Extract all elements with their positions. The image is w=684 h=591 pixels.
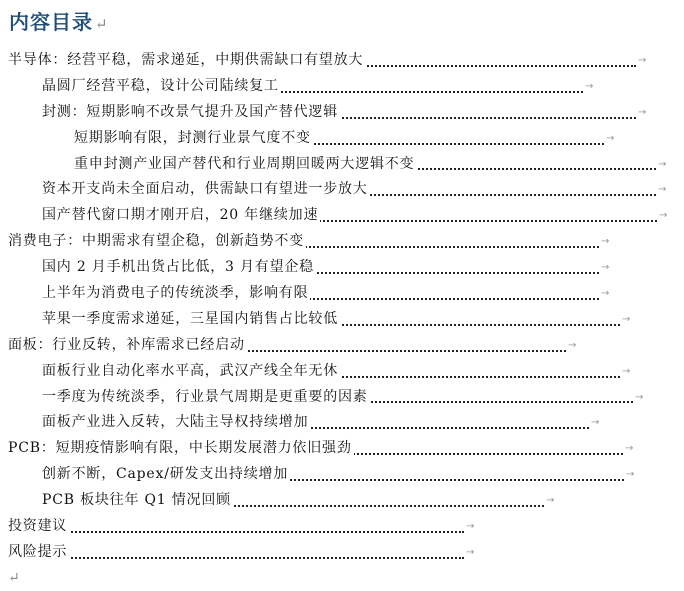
toc-entry-text[interactable]: 半导体：经营平稳，需求递延，中期供需缺口有望放大 xyxy=(8,48,365,74)
toc-entry-text[interactable]: 创新不断，Capex/研发支出持续增加 xyxy=(42,462,290,488)
tab-arrow-icon: → xyxy=(601,262,610,274)
tab-arrow-icon: → xyxy=(546,495,555,507)
toc-entry[interactable] xyxy=(0,126,684,152)
toc-entry[interactable] xyxy=(0,100,684,126)
toc-entry[interactable] xyxy=(0,385,684,411)
dot-leader xyxy=(8,557,464,559)
tab-arrow-icon: → xyxy=(635,391,644,403)
toc-entry-text[interactable]: 一季度为传统淡季，行业景气周期是更重要的因素 xyxy=(42,385,370,411)
toc-entry[interactable] xyxy=(0,462,684,488)
toc-entry-text[interactable]: PCB 板块往年 Q1 情况回顾 xyxy=(42,488,233,514)
toc-entry[interactable] xyxy=(0,359,684,385)
toc-entry[interactable] xyxy=(0,255,684,281)
tab-arrow-icon: → xyxy=(625,443,634,455)
toc-entry-text[interactable]: 消费电子：中期需求有望企稳，创新趋势不变 xyxy=(8,229,306,255)
toc-entry[interactable] xyxy=(0,229,684,255)
toc-entry-text[interactable]: 国内 2 月手机出货占比低，3 月有望企稳 xyxy=(42,255,316,281)
tab-arrow-icon: → xyxy=(622,313,631,325)
tab-arrow-icon: → xyxy=(638,55,647,66)
toc-entry[interactable] xyxy=(0,307,684,333)
toc-entry-text[interactable]: 重申封测产业国产替代和行业周期回暖两大逻辑不变 xyxy=(74,152,416,178)
toc-entry-text[interactable]: 封测：短期影响不改景气提升及国产替代逻辑 xyxy=(42,100,340,126)
tab-arrow-icon: → xyxy=(606,132,615,144)
tab-arrow-icon: → xyxy=(466,521,475,533)
toc-entry-text[interactable]: 国产替代窗口期才刚开启，20 年继续加速 xyxy=(42,203,320,229)
tab-arrow-icon: → xyxy=(466,546,475,558)
toc-entry-text[interactable]: 风险提示 xyxy=(8,540,69,566)
toc-title xyxy=(9,6,109,35)
tab-arrow-icon: → xyxy=(591,417,600,429)
toc-entry[interactable] xyxy=(0,74,684,100)
toc-entry[interactable] xyxy=(0,436,684,462)
toc-entry[interactable] xyxy=(0,48,684,74)
tab-arrow-icon: → xyxy=(601,236,610,248)
tab-arrow-icon: → xyxy=(659,210,668,222)
toc-entry-text[interactable]: 资本开支尚未全面启动，供需缺口有望进一步放大 xyxy=(42,177,370,203)
toc-entry[interactable] xyxy=(0,152,684,178)
tab-arrow-icon: → xyxy=(622,365,631,377)
toc-entry-text[interactable]: PCB：短期疫情影响有限，中长期发展潜力依旧强劲 xyxy=(8,436,354,462)
toc-entry[interactable] xyxy=(0,177,684,203)
toc-entry[interactable] xyxy=(0,333,684,359)
toc-entry[interactable] xyxy=(0,203,684,229)
tab-arrow-icon: → xyxy=(658,184,667,196)
toc-entry-text[interactable]: 上半年为消费电子的传统淡季，影响有限 xyxy=(42,281,310,307)
toc-entry[interactable] xyxy=(0,540,684,566)
tab-arrow-icon: → xyxy=(658,158,667,170)
toc-entry[interactable] xyxy=(0,514,684,540)
toc-entry-text[interactable]: 短期影响有限，封测行业景气度不变 xyxy=(74,126,313,152)
toc-entry-text[interactable]: 面板：行业反转，补库需求已经启动 xyxy=(8,333,247,359)
tab-arrow-icon: → xyxy=(638,106,647,118)
tab-arrow-icon: → xyxy=(568,339,577,351)
toc-title-text: 内容目录 xyxy=(9,10,93,34)
toc-entry[interactable] xyxy=(0,410,684,436)
toc-entry-text[interactable]: 苹果一季度需求递延，三星国内销售占比较低 xyxy=(42,307,340,333)
toc-entry[interactable] xyxy=(0,281,684,307)
toc-entry-text[interactable]: 面板行业自动化率水平高，武汉产线全年无休 xyxy=(42,359,340,385)
toc-list xyxy=(0,48,684,566)
tab-arrow-icon: → xyxy=(585,80,594,92)
toc-entry-text[interactable]: 晶圆厂经营平稳，设计公司陆续复工 xyxy=(42,74,281,100)
paragraph-mark-icon: ↵ xyxy=(95,15,109,33)
toc-entry[interactable] xyxy=(0,488,684,514)
tab-arrow-icon: → xyxy=(626,469,635,481)
end-paragraph-mark-icon: ↵ xyxy=(8,570,20,586)
toc-entry-text[interactable]: 面板产业进入反转，大陆主导权持续增加 xyxy=(42,410,310,436)
tab-arrow-icon: → xyxy=(601,288,610,300)
toc-entry-text[interactable]: 投资建议 xyxy=(8,514,69,540)
dot-leader xyxy=(8,531,464,533)
